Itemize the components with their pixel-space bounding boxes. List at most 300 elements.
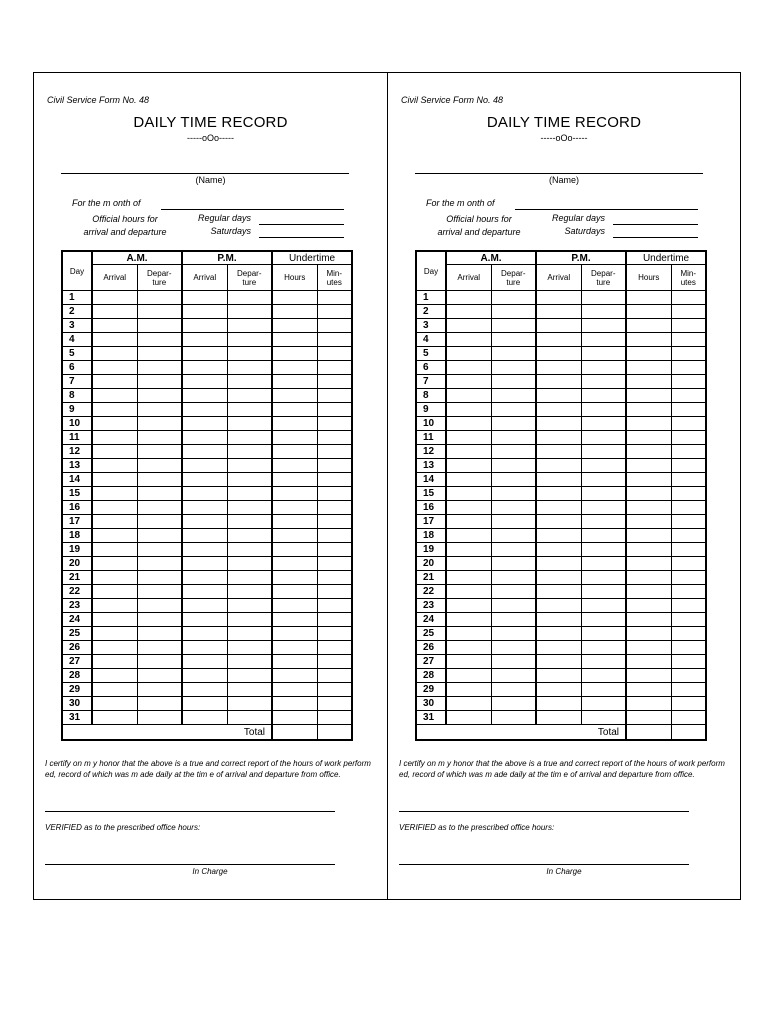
pm-departure-cell[interactable] xyxy=(227,361,272,375)
undertime-minutes-cell[interactable] xyxy=(671,683,706,697)
pm-arrival-cell[interactable] xyxy=(182,305,227,319)
undertime-minutes-cell[interactable] xyxy=(671,487,706,501)
name-line[interactable] xyxy=(415,173,703,174)
pm-arrival-cell[interactable] xyxy=(536,487,581,501)
am-arrival-cell[interactable] xyxy=(92,669,137,683)
am-arrival-cell[interactable] xyxy=(446,557,491,571)
undertime-hours-cell[interactable] xyxy=(272,291,317,305)
am-departure-cell[interactable] xyxy=(137,697,182,711)
undertime-minutes-cell[interactable] xyxy=(671,445,706,459)
undertime-hours-cell[interactable] xyxy=(626,417,671,431)
am-arrival-cell[interactable] xyxy=(446,501,491,515)
pm-arrival-cell[interactable] xyxy=(536,445,581,459)
am-departure-cell[interactable] xyxy=(491,613,536,627)
undertime-hours-cell[interactable] xyxy=(626,431,671,445)
pm-arrival-cell[interactable] xyxy=(182,473,227,487)
am-departure-cell[interactable] xyxy=(137,641,182,655)
pm-departure-cell[interactable] xyxy=(581,669,626,683)
am-arrival-cell[interactable] xyxy=(446,319,491,333)
pm-departure-cell[interactable] xyxy=(581,711,626,725)
am-departure-cell[interactable] xyxy=(137,347,182,361)
pm-departure-cell[interactable] xyxy=(581,557,626,571)
undertime-hours-cell[interactable] xyxy=(272,403,317,417)
pm-departure-cell[interactable] xyxy=(227,347,272,361)
pm-arrival-cell[interactable] xyxy=(536,543,581,557)
am-arrival-cell[interactable] xyxy=(92,515,137,529)
pm-departure-cell[interactable] xyxy=(227,543,272,557)
am-departure-cell[interactable] xyxy=(137,585,182,599)
am-departure-cell[interactable] xyxy=(491,347,536,361)
pm-arrival-cell[interactable] xyxy=(536,515,581,529)
undertime-minutes-cell[interactable] xyxy=(317,305,352,319)
am-departure-cell[interactable] xyxy=(137,669,182,683)
am-departure-cell[interactable] xyxy=(137,711,182,725)
am-arrival-cell[interactable] xyxy=(92,571,137,585)
pm-departure-cell[interactable] xyxy=(581,417,626,431)
undertime-minutes-cell[interactable] xyxy=(671,585,706,599)
am-arrival-cell[interactable] xyxy=(92,375,137,389)
undertime-minutes-cell[interactable] xyxy=(671,501,706,515)
undertime-hours-cell[interactable] xyxy=(272,361,317,375)
pm-arrival-cell[interactable] xyxy=(536,347,581,361)
undertime-hours-cell[interactable] xyxy=(626,375,671,389)
undertime-hours-cell[interactable] xyxy=(626,473,671,487)
undertime-hours-cell[interactable] xyxy=(626,711,671,725)
undertime-minutes-cell[interactable] xyxy=(671,613,706,627)
undertime-hours-cell[interactable] xyxy=(272,529,317,543)
am-arrival-cell[interactable] xyxy=(446,459,491,473)
undertime-hours-cell[interactable] xyxy=(626,543,671,557)
am-departure-cell[interactable] xyxy=(137,613,182,627)
undertime-minutes-cell[interactable] xyxy=(671,599,706,613)
undertime-minutes-cell[interactable] xyxy=(671,515,706,529)
am-departure-cell[interactable] xyxy=(137,361,182,375)
am-departure-cell[interactable] xyxy=(137,305,182,319)
pm-arrival-cell[interactable] xyxy=(182,361,227,375)
undertime-minutes-cell[interactable] xyxy=(317,291,352,305)
undertime-hours-cell[interactable] xyxy=(272,445,317,459)
pm-arrival-cell[interactable] xyxy=(182,333,227,347)
undertime-minutes-cell[interactable] xyxy=(671,291,706,305)
am-departure-cell[interactable] xyxy=(491,361,536,375)
undertime-minutes-cell[interactable] xyxy=(317,347,352,361)
am-arrival-cell[interactable] xyxy=(92,305,137,319)
am-arrival-cell[interactable] xyxy=(92,389,137,403)
pm-departure-cell[interactable] xyxy=(581,683,626,697)
undertime-hours-cell[interactable] xyxy=(272,501,317,515)
undertime-hours-cell[interactable] xyxy=(626,627,671,641)
undertime-minutes-cell[interactable] xyxy=(317,627,352,641)
undertime-hours-cell[interactable] xyxy=(272,417,317,431)
undertime-hours-cell[interactable] xyxy=(626,599,671,613)
am-departure-cell[interactable] xyxy=(491,641,536,655)
am-departure-cell[interactable] xyxy=(137,487,182,501)
undertime-hours-cell[interactable] xyxy=(626,291,671,305)
pm-arrival-cell[interactable] xyxy=(182,599,227,613)
pm-arrival-cell[interactable] xyxy=(536,431,581,445)
pm-departure-cell[interactable] xyxy=(227,613,272,627)
am-departure-cell[interactable] xyxy=(137,375,182,389)
regular-days-line[interactable] xyxy=(613,224,698,225)
am-departure-cell[interactable] xyxy=(491,417,536,431)
undertime-hours-cell[interactable] xyxy=(272,473,317,487)
am-departure-cell[interactable] xyxy=(137,515,182,529)
undertime-minutes-cell[interactable] xyxy=(317,487,352,501)
am-arrival-cell[interactable] xyxy=(446,431,491,445)
am-arrival-cell[interactable] xyxy=(446,487,491,501)
undertime-minutes-cell[interactable] xyxy=(671,361,706,375)
am-arrival-cell[interactable] xyxy=(92,487,137,501)
undertime-minutes-cell[interactable] xyxy=(317,683,352,697)
am-departure-cell[interactable] xyxy=(137,291,182,305)
am-departure-cell[interactable] xyxy=(491,333,536,347)
regular-days-line[interactable] xyxy=(259,224,344,225)
pm-arrival-cell[interactable] xyxy=(182,417,227,431)
am-departure-cell[interactable] xyxy=(137,333,182,347)
undertime-hours-cell[interactable] xyxy=(626,403,671,417)
pm-departure-cell[interactable] xyxy=(227,375,272,389)
undertime-minutes-cell[interactable] xyxy=(671,347,706,361)
employee-signature-line[interactable] xyxy=(399,811,689,812)
am-arrival-cell[interactable] xyxy=(92,361,137,375)
pm-arrival-cell[interactable] xyxy=(182,501,227,515)
pm-arrival-cell[interactable] xyxy=(182,403,227,417)
undertime-hours-cell[interactable] xyxy=(626,305,671,319)
am-arrival-cell[interactable] xyxy=(92,627,137,641)
total-minutes-cell[interactable] xyxy=(317,725,352,741)
undertime-minutes-cell[interactable] xyxy=(671,697,706,711)
pm-arrival-cell[interactable] xyxy=(182,697,227,711)
pm-departure-cell[interactable] xyxy=(227,669,272,683)
pm-departure-cell[interactable] xyxy=(581,641,626,655)
am-arrival-cell[interactable] xyxy=(92,711,137,725)
pm-departure-cell[interactable] xyxy=(581,333,626,347)
pm-arrival-cell[interactable] xyxy=(182,711,227,725)
pm-departure-cell[interactable] xyxy=(227,557,272,571)
undertime-hours-cell[interactable] xyxy=(272,669,317,683)
undertime-hours-cell[interactable] xyxy=(272,627,317,641)
undertime-hours-cell[interactable] xyxy=(626,361,671,375)
undertime-minutes-cell[interactable] xyxy=(671,529,706,543)
pm-departure-cell[interactable] xyxy=(581,375,626,389)
am-arrival-cell[interactable] xyxy=(446,305,491,319)
undertime-minutes-cell[interactable] xyxy=(671,641,706,655)
undertime-hours-cell[interactable] xyxy=(272,305,317,319)
undertime-minutes-cell[interactable] xyxy=(671,459,706,473)
am-arrival-cell[interactable] xyxy=(92,543,137,557)
pm-arrival-cell[interactable] xyxy=(536,557,581,571)
undertime-minutes-cell[interactable] xyxy=(317,529,352,543)
am-arrival-cell[interactable] xyxy=(92,529,137,543)
am-departure-cell[interactable] xyxy=(491,389,536,403)
undertime-minutes-cell[interactable] xyxy=(671,557,706,571)
am-departure-cell[interactable] xyxy=(137,445,182,459)
pm-arrival-cell[interactable] xyxy=(536,585,581,599)
pm-departure-cell[interactable] xyxy=(227,333,272,347)
undertime-hours-cell[interactable] xyxy=(626,585,671,599)
pm-departure-cell[interactable] xyxy=(227,585,272,599)
am-departure-cell[interactable] xyxy=(491,683,536,697)
pm-departure-cell[interactable] xyxy=(227,571,272,585)
undertime-minutes-cell[interactable] xyxy=(317,655,352,669)
am-departure-cell[interactable] xyxy=(491,431,536,445)
undertime-minutes-cell[interactable] xyxy=(317,571,352,585)
pm-departure-cell[interactable] xyxy=(227,599,272,613)
pm-arrival-cell[interactable] xyxy=(182,585,227,599)
pm-departure-cell[interactable] xyxy=(227,473,272,487)
undertime-hours-cell[interactable] xyxy=(626,501,671,515)
undertime-hours-cell[interactable] xyxy=(626,459,671,473)
am-departure-cell[interactable] xyxy=(137,557,182,571)
undertime-minutes-cell[interactable] xyxy=(317,641,352,655)
undertime-hours-cell[interactable] xyxy=(626,697,671,711)
in-charge-signature-line[interactable] xyxy=(399,864,689,865)
pm-arrival-cell[interactable] xyxy=(536,305,581,319)
am-arrival-cell[interactable] xyxy=(92,697,137,711)
am-arrival-cell[interactable] xyxy=(92,445,137,459)
am-arrival-cell[interactable] xyxy=(446,403,491,417)
pm-arrival-cell[interactable] xyxy=(536,403,581,417)
pm-arrival-cell[interactable] xyxy=(536,361,581,375)
pm-departure-cell[interactable] xyxy=(227,305,272,319)
am-arrival-cell[interactable] xyxy=(446,333,491,347)
am-departure-cell[interactable] xyxy=(137,543,182,557)
undertime-hours-cell[interactable] xyxy=(626,445,671,459)
am-arrival-cell[interactable] xyxy=(446,599,491,613)
am-departure-cell[interactable] xyxy=(491,669,536,683)
am-arrival-cell[interactable] xyxy=(446,669,491,683)
undertime-minutes-cell[interactable] xyxy=(317,403,352,417)
pm-arrival-cell[interactable] xyxy=(536,669,581,683)
pm-arrival-cell[interactable] xyxy=(536,291,581,305)
pm-arrival-cell[interactable] xyxy=(536,711,581,725)
am-departure-cell[interactable] xyxy=(491,375,536,389)
pm-arrival-cell[interactable] xyxy=(536,599,581,613)
am-departure-cell[interactable] xyxy=(137,655,182,669)
undertime-hours-cell[interactable] xyxy=(272,585,317,599)
undertime-hours-cell[interactable] xyxy=(272,487,317,501)
am-departure-cell[interactable] xyxy=(137,459,182,473)
am-arrival-cell[interactable] xyxy=(446,389,491,403)
pm-departure-cell[interactable] xyxy=(581,627,626,641)
undertime-hours-cell[interactable] xyxy=(272,459,317,473)
undertime-hours-cell[interactable] xyxy=(626,571,671,585)
pm-arrival-cell[interactable] xyxy=(182,459,227,473)
am-departure-cell[interactable] xyxy=(491,627,536,641)
pm-arrival-cell[interactable] xyxy=(182,319,227,333)
pm-departure-cell[interactable] xyxy=(581,529,626,543)
undertime-minutes-cell[interactable] xyxy=(671,389,706,403)
pm-departure-cell[interactable] xyxy=(227,655,272,669)
pm-departure-cell[interactable] xyxy=(227,459,272,473)
undertime-minutes-cell[interactable] xyxy=(317,557,352,571)
pm-arrival-cell[interactable] xyxy=(536,613,581,627)
undertime-hours-cell[interactable] xyxy=(272,641,317,655)
am-departure-cell[interactable] xyxy=(491,571,536,585)
am-departure-cell[interactable] xyxy=(491,445,536,459)
undertime-minutes-cell[interactable] xyxy=(671,417,706,431)
undertime-hours-cell[interactable] xyxy=(272,599,317,613)
am-arrival-cell[interactable] xyxy=(92,585,137,599)
am-departure-cell[interactable] xyxy=(137,529,182,543)
am-departure-cell[interactable] xyxy=(491,711,536,725)
am-arrival-cell[interactable] xyxy=(92,291,137,305)
pm-arrival-cell[interactable] xyxy=(536,459,581,473)
am-arrival-cell[interactable] xyxy=(446,627,491,641)
pm-arrival-cell[interactable] xyxy=(536,417,581,431)
am-departure-cell[interactable] xyxy=(137,417,182,431)
am-arrival-cell[interactable] xyxy=(92,613,137,627)
pm-arrival-cell[interactable] xyxy=(182,543,227,557)
pm-arrival-cell[interactable] xyxy=(182,515,227,529)
undertime-minutes-cell[interactable] xyxy=(317,501,352,515)
pm-departure-cell[interactable] xyxy=(227,501,272,515)
undertime-hours-cell[interactable] xyxy=(272,375,317,389)
pm-departure-cell[interactable] xyxy=(581,347,626,361)
am-departure-cell[interactable] xyxy=(491,529,536,543)
total-minutes-cell[interactable] xyxy=(671,725,706,741)
undertime-minutes-cell[interactable] xyxy=(317,431,352,445)
am-departure-cell[interactable] xyxy=(491,557,536,571)
pm-departure-cell[interactable] xyxy=(581,445,626,459)
undertime-hours-cell[interactable] xyxy=(272,571,317,585)
name-line[interactable] xyxy=(61,173,349,174)
pm-arrival-cell[interactable] xyxy=(536,627,581,641)
pm-arrival-cell[interactable] xyxy=(536,683,581,697)
pm-departure-cell[interactable] xyxy=(581,473,626,487)
undertime-hours-cell[interactable] xyxy=(272,711,317,725)
undertime-minutes-cell[interactable] xyxy=(317,319,352,333)
undertime-hours-cell[interactable] xyxy=(626,319,671,333)
undertime-hours-cell[interactable] xyxy=(272,389,317,403)
am-arrival-cell[interactable] xyxy=(92,403,137,417)
undertime-hours-cell[interactable] xyxy=(626,347,671,361)
undertime-hours-cell[interactable] xyxy=(272,557,317,571)
pm-departure-cell[interactable] xyxy=(581,431,626,445)
pm-arrival-cell[interactable] xyxy=(182,347,227,361)
pm-arrival-cell[interactable] xyxy=(182,613,227,627)
am-arrival-cell[interactable] xyxy=(446,613,491,627)
undertime-minutes-cell[interactable] xyxy=(317,613,352,627)
total-hours-cell[interactable] xyxy=(626,725,671,741)
pm-arrival-cell[interactable] xyxy=(536,697,581,711)
undertime-minutes-cell[interactable] xyxy=(671,375,706,389)
undertime-hours-cell[interactable] xyxy=(272,515,317,529)
am-arrival-cell[interactable] xyxy=(446,655,491,669)
am-arrival-cell[interactable] xyxy=(446,571,491,585)
total-hours-cell[interactable] xyxy=(272,725,317,741)
undertime-minutes-cell[interactable] xyxy=(671,319,706,333)
pm-departure-cell[interactable] xyxy=(581,543,626,557)
undertime-hours-cell[interactable] xyxy=(626,683,671,697)
undertime-minutes-cell[interactable] xyxy=(671,431,706,445)
pm-departure-cell[interactable] xyxy=(581,403,626,417)
undertime-hours-cell[interactable] xyxy=(626,557,671,571)
undertime-minutes-cell[interactable] xyxy=(317,445,352,459)
pm-departure-cell[interactable] xyxy=(227,487,272,501)
pm-departure-cell[interactable] xyxy=(581,501,626,515)
pm-departure-cell[interactable] xyxy=(227,627,272,641)
pm-departure-cell[interactable] xyxy=(227,403,272,417)
pm-arrival-cell[interactable] xyxy=(182,529,227,543)
undertime-minutes-cell[interactable] xyxy=(671,627,706,641)
undertime-hours-cell[interactable] xyxy=(626,333,671,347)
in-charge-signature-line[interactable] xyxy=(45,864,335,865)
am-departure-cell[interactable] xyxy=(137,431,182,445)
am-departure-cell[interactable] xyxy=(491,487,536,501)
pm-arrival-cell[interactable] xyxy=(182,375,227,389)
am-departure-cell[interactable] xyxy=(491,599,536,613)
month-line[interactable] xyxy=(161,209,344,210)
am-arrival-cell[interactable] xyxy=(92,557,137,571)
pm-arrival-cell[interactable] xyxy=(536,655,581,669)
pm-arrival-cell[interactable] xyxy=(182,487,227,501)
undertime-minutes-cell[interactable] xyxy=(671,305,706,319)
pm-departure-cell[interactable] xyxy=(581,319,626,333)
pm-departure-cell[interactable] xyxy=(227,389,272,403)
am-arrival-cell[interactable] xyxy=(446,361,491,375)
pm-departure-cell[interactable] xyxy=(227,711,272,725)
pm-arrival-cell[interactable] xyxy=(182,641,227,655)
am-departure-cell[interactable] xyxy=(491,459,536,473)
am-departure-cell[interactable] xyxy=(491,305,536,319)
am-arrival-cell[interactable] xyxy=(446,711,491,725)
saturdays-line[interactable] xyxy=(613,237,698,238)
am-departure-cell[interactable] xyxy=(137,389,182,403)
undertime-minutes-cell[interactable] xyxy=(317,711,352,725)
pm-arrival-cell[interactable] xyxy=(182,389,227,403)
am-departure-cell[interactable] xyxy=(137,319,182,333)
undertime-hours-cell[interactable] xyxy=(626,529,671,543)
undertime-minutes-cell[interactable] xyxy=(317,375,352,389)
am-arrival-cell[interactable] xyxy=(92,459,137,473)
undertime-minutes-cell[interactable] xyxy=(671,669,706,683)
am-arrival-cell[interactable] xyxy=(446,515,491,529)
am-departure-cell[interactable] xyxy=(137,473,182,487)
am-arrival-cell[interactable] xyxy=(92,501,137,515)
am-departure-cell[interactable] xyxy=(491,403,536,417)
am-arrival-cell[interactable] xyxy=(446,417,491,431)
pm-arrival-cell[interactable] xyxy=(536,473,581,487)
pm-arrival-cell[interactable] xyxy=(182,655,227,669)
am-departure-cell[interactable] xyxy=(491,697,536,711)
am-arrival-cell[interactable] xyxy=(446,347,491,361)
am-arrival-cell[interactable] xyxy=(446,445,491,459)
pm-arrival-cell[interactable] xyxy=(536,529,581,543)
undertime-minutes-cell[interactable] xyxy=(317,473,352,487)
pm-departure-cell[interactable] xyxy=(581,655,626,669)
undertime-hours-cell[interactable] xyxy=(272,319,317,333)
undertime-minutes-cell[interactable] xyxy=(317,389,352,403)
am-departure-cell[interactable] xyxy=(491,473,536,487)
employee-signature-line[interactable] xyxy=(45,811,335,812)
am-departure-cell[interactable] xyxy=(491,515,536,529)
pm-arrival-cell[interactable] xyxy=(536,501,581,515)
am-departure-cell[interactable] xyxy=(491,501,536,515)
am-departure-cell[interactable] xyxy=(137,627,182,641)
pm-arrival-cell[interactable] xyxy=(182,627,227,641)
am-arrival-cell[interactable] xyxy=(446,585,491,599)
pm-departure-cell[interactable] xyxy=(227,445,272,459)
undertime-minutes-cell[interactable] xyxy=(317,669,352,683)
pm-departure-cell[interactable] xyxy=(581,487,626,501)
am-arrival-cell[interactable] xyxy=(92,431,137,445)
pm-departure-cell[interactable] xyxy=(581,585,626,599)
undertime-hours-cell[interactable] xyxy=(272,683,317,697)
am-departure-cell[interactable] xyxy=(491,319,536,333)
pm-departure-cell[interactable] xyxy=(581,697,626,711)
am-departure-cell[interactable] xyxy=(137,683,182,697)
